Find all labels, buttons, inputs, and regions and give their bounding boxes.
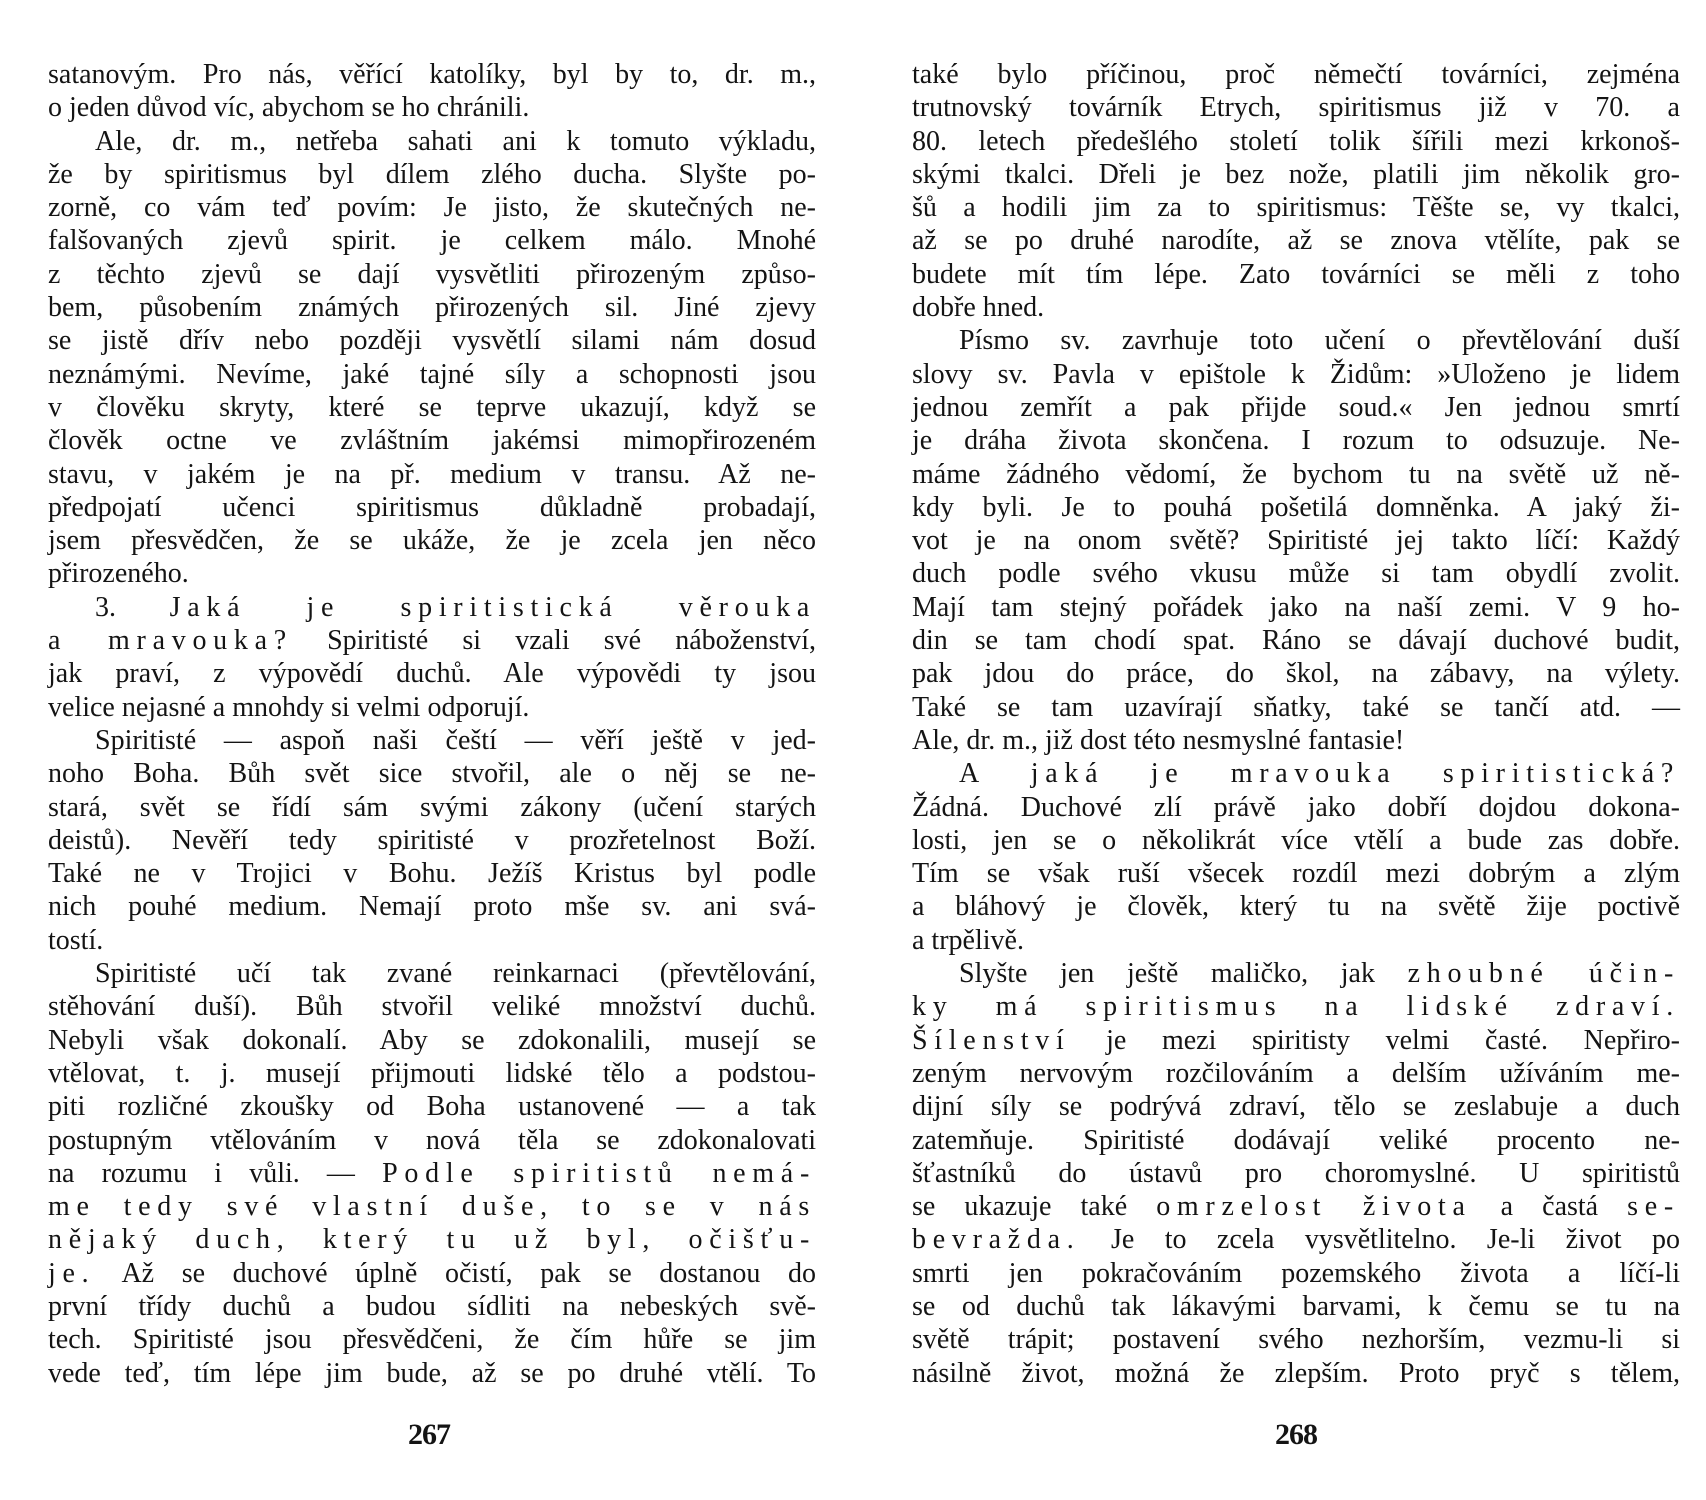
paragraph <box>912 324 1680 757</box>
text-segment: světě trápit; postavení svého nezhorším, vezmu-li si <box>912 1324 1680 1356</box>
paragraph <box>912 757 1680 957</box>
text-segment: dobře hned. <box>912 292 1045 324</box>
text-line <box>912 890 1680 923</box>
text-segment: slovy sv. Pavla v epištole k Židům: »Uloženo je lidem <box>912 358 1680 390</box>
text-segment: Také se tam uzavírají sňatky, také se tančí atd. — <box>912 691 1680 723</box>
text-segment: pak jdou do práce, do škol, na zábavy, na výlety. <box>912 658 1680 690</box>
text-line <box>48 557 816 590</box>
text-segment: kdy byli. Je to pouhá pošetilá domněnka. A jaký ži- <box>912 491 1680 523</box>
text-line <box>48 957 816 990</box>
text-line <box>48 1190 816 1223</box>
text-segment: dijní síly se podrývá zdraví, tělo se zeslabuje a duch <box>912 1091 1680 1123</box>
text-segment: a bláhový je člověk, který tu na světě žije poctivě <box>912 891 1680 923</box>
text-segment: šů a hodili jim za to spiritismus: Těšte se, vy tkalci, <box>912 192 1680 224</box>
paragraph <box>48 58 816 125</box>
text-segment: vede teď, tím lépe jim bude, až se po druhé vtělí. To <box>48 1357 816 1389</box>
text-line <box>48 924 816 957</box>
text-line <box>912 591 1680 624</box>
text-line <box>912 757 1680 790</box>
text-segment: nich pouhé medium. Nemají proto mše sv. ani svá- <box>48 891 816 923</box>
text-line <box>912 1057 1680 1090</box>
text-line <box>48 890 816 923</box>
text-line <box>48 58 816 91</box>
text-line <box>48 1124 816 1157</box>
text-segment: postupným vtělováním v nová těla se zdokonalovati <box>48 1124 816 1156</box>
text-line <box>912 424 1680 457</box>
text-line <box>48 524 816 557</box>
text-line <box>48 857 816 890</box>
text-line <box>48 125 816 158</box>
text-line <box>912 691 1680 724</box>
spaced-emphasis-text: omrzelost života <box>1156 1191 1472 1223</box>
text-segment: Mají tam stejný pořádek jako na naší zemi. V 9 ho- <box>912 591 1680 623</box>
text-line <box>48 391 816 424</box>
spaced-emphasis-text: me tedy své vlastní duše, to se v nás <box>48 1191 816 1223</box>
text-line <box>912 924 1680 957</box>
text-segment: noho Boha. Bůh svět sice stvořil, ale o něj se ne- <box>48 758 816 790</box>
text-line <box>912 291 1680 324</box>
text-line <box>48 224 816 257</box>
text-segment: bem, působením známých přirozených sil. Jiné zjevy <box>48 292 816 324</box>
text-line <box>48 624 816 657</box>
text-line <box>48 1357 816 1390</box>
text-segment: budete mít tím lépe. Zato továrníci se měli z toho <box>912 258 1680 290</box>
text-line <box>912 1323 1680 1356</box>
spaced-emphasis-text: a mravouka? <box>48 625 293 657</box>
text-line <box>48 1290 816 1323</box>
text-line <box>912 957 1680 990</box>
text-segment: trutnovský továrník Etrych, spiritismus již v 70. a <box>912 92 1680 124</box>
text-segment: předpojatí učenci spiritismus důkladně probadají, <box>48 491 816 523</box>
paragraph <box>48 591 816 724</box>
text-segment: Spiritisté učí tak zvané reinkarnaci (převtělování, <box>95 958 816 990</box>
text-segment: Spiritisté si vzali své náboženství, <box>292 625 816 657</box>
text-segment: din se tam chodí spat. Ráno se dávají duchové budit, <box>912 625 1680 657</box>
text-line <box>48 591 816 624</box>
text-line <box>912 1357 1680 1390</box>
text-segment: první třídy duchů a budou sídliti na nebeských svě- <box>48 1290 816 1322</box>
text-line <box>48 1024 816 1057</box>
text-line <box>48 990 816 1023</box>
text-line <box>912 324 1680 357</box>
text-line <box>912 91 1680 124</box>
text-segment: jednou zemřít a pak přijde soud.« Jen jednou smrtí <box>912 391 1680 423</box>
text-line <box>48 1157 816 1190</box>
text-line <box>48 1257 816 1290</box>
page-267-text <box>48 58 816 1390</box>
spaced-emphasis-text: bevražda. <box>912 1224 1081 1256</box>
text-segment: Až se duchové úplně očistí, pak se dostanou do <box>95 1257 816 1289</box>
text-segment: Žádná. Duchové zlí právě jako dobří dojdou dokona- <box>912 791 1680 823</box>
text-segment: na rozumu i vůli. — <box>48 1157 383 1189</box>
text-line <box>912 58 1680 91</box>
text-segment: Je to zcela vysvětlitelno. Je-li život po <box>1080 1224 1680 1256</box>
page-268-text <box>912 58 1680 1390</box>
text-segment: 80. letech předešlého století tolik šířili mezi krkonoš- <box>912 125 1680 157</box>
text-line <box>912 1223 1680 1256</box>
text-line <box>48 424 816 457</box>
spaced-emphasis-text: A jaká je mravouka spiritistická? <box>959 758 1680 790</box>
text-segment: 3. <box>95 591 170 623</box>
text-line <box>48 824 816 857</box>
text-line <box>912 158 1680 191</box>
paragraph <box>48 125 816 591</box>
text-segment: člověk octne ve zvláštním jakémsi mimopřirozeném <box>48 425 816 457</box>
text-line <box>912 1190 1680 1223</box>
text-line <box>912 624 1680 657</box>
text-line <box>912 358 1680 391</box>
text-segment: Spiritisté — aspoň naši čeští — věří ještě v jed- <box>95 724 816 756</box>
spaced-emphasis-text: Podle spiritistů nemá- <box>382 1157 817 1189</box>
text-line <box>912 990 1680 1023</box>
text-segment: falšovaných zjevů spirit. je celkem málo. Mnohé <box>48 225 816 257</box>
text-line <box>48 724 816 757</box>
text-segment: je mezi spiritisty velmi časté. Nepřiro- <box>1070 1024 1680 1056</box>
text-segment: až se po druhé narodíte, až se znova vtělíte, pak se <box>912 225 1680 257</box>
text-segment: násilně život, možná že zlepším. Proto pryč s tělem, <box>912 1357 1680 1389</box>
text-line <box>912 724 1680 757</box>
text-segment: losti, jen se o několikrát více vtělí a bude zas dobře. <box>912 824 1680 856</box>
spaced-emphasis-text: ky má spiritismus na lidské zdraví. <box>912 991 1680 1023</box>
text-segment: také bylo příčinou, proč němečtí továrníci, zejména <box>912 59 1680 90</box>
text-line <box>48 657 816 690</box>
text-line <box>912 1257 1680 1290</box>
text-segment: se od duchů tak lákavými barvami, k čemu se tu na <box>912 1290 1680 1322</box>
text-segment: deistů). Nevěří tedy spiritisté v prozřetelnost Boží. <box>48 824 816 856</box>
text-line <box>48 291 816 324</box>
text-line <box>48 324 816 357</box>
text-line <box>48 1223 816 1256</box>
text-segment: tostí. <box>48 924 104 956</box>
text-line <box>912 1024 1680 1057</box>
text-segment: a trpělivě. <box>912 924 1024 956</box>
text-segment: a častá <box>1471 1191 1628 1223</box>
text-segment: jsem přesvědčen, že se ukáže, že je zcela jen něco <box>48 525 816 557</box>
text-line <box>48 791 816 824</box>
text-segment: stěhování duší). Bůh stvořil veliké množství duchů. <box>48 991 816 1023</box>
text-segment: že by spiritismus byl dílem zlého ducha. Slyšte po- <box>48 158 816 190</box>
text-line <box>48 1090 816 1123</box>
text-line <box>912 191 1680 224</box>
text-segment: jak praví, z výpovědí duchů. Ale výpovědi ty jsou <box>48 658 816 690</box>
paragraph <box>912 957 1680 1390</box>
text-line <box>48 458 816 491</box>
text-line <box>912 458 1680 491</box>
text-segment: máme žádného vědomí, že bychom tu na světě už ně- <box>912 458 1680 490</box>
text-segment: z těchto zjevů se dají vysvětliti přirozeným způso- <box>48 258 816 290</box>
text-segment: zatemňuje. Spiritisté dodávají veliké procento ne- <box>912 1124 1680 1156</box>
text-line <box>912 657 1680 690</box>
text-line <box>48 258 816 291</box>
spaced-emphasis-text: Jaká je spiritistická věrouka <box>169 591 817 623</box>
text-segment: satanovým. Pro nás, věřící katolíky, byl by to, dr. m., <box>48 59 816 90</box>
text-segment: se jistě dřív nebo později vysvětlí silami nám dosud <box>48 325 816 357</box>
text-segment: velice nejasné a mnohdy si velmi odporují. <box>48 691 530 723</box>
text-line <box>912 1290 1680 1323</box>
text-line <box>48 358 816 391</box>
spaced-emphasis-text: je. <box>48 1257 96 1289</box>
text-segment: smrti jen pokračováním pozemského života a líčí-li <box>912 1257 1680 1289</box>
text-segment: přirozeného. <box>48 558 189 590</box>
spaced-emphasis-text: se- <box>1627 1191 1680 1223</box>
text-line <box>912 258 1680 291</box>
text-segment: šťastníků do ústavů pro choromyslné. U spiritistů <box>912 1157 1680 1189</box>
paragraph <box>48 957 816 1390</box>
text-line <box>48 191 816 224</box>
text-segment: duch podle svého vkusu může si tam obydlí zvolit. <box>912 558 1680 590</box>
text-segment: piti rozličné zkoušky od Boha ustanovené — a tak <box>48 1091 816 1123</box>
text-line <box>48 691 816 724</box>
text-line <box>912 857 1680 890</box>
text-segment: Také ne v Trojici v Bohu. Ježíš Kristus byl podle <box>48 858 816 890</box>
text-line <box>912 224 1680 257</box>
text-segment: stavu, v jakém je na př. medium v transu. Až ne- <box>48 458 816 490</box>
text-segment: stará, svět se řídí sám svými zákony (učení starých <box>48 791 816 823</box>
text-line <box>912 1090 1680 1123</box>
page-number-left: 267 <box>408 1418 450 1451</box>
text-segment: Nebyli však dokonalí. Aby se zdokonalili, musejí se <box>48 1024 816 1056</box>
text-line <box>912 557 1680 590</box>
text-line <box>48 1323 816 1356</box>
text-segment: Písmo sv. zavrhuje toto učení o převtělování duší <box>959 325 1680 357</box>
spaced-emphasis-text: Šílenství <box>912 1024 1071 1056</box>
text-segment: vot je na onom světě? Spiritisté jej takto líčí: Každý <box>912 525 1680 557</box>
text-line <box>912 524 1680 557</box>
text-line <box>48 91 816 124</box>
text-segment: skými tkalci. Dřeli je bez nože, platili jim několik gro- <box>912 158 1680 190</box>
spaced-emphasis-text: nějaký duch, který tu už byl, očišťu- <box>48 1224 816 1256</box>
text-line <box>48 1057 816 1090</box>
text-segment: zeným nervovým rozčilováním a delším užíváním me- <box>912 1057 1680 1089</box>
text-line <box>912 1124 1680 1157</box>
text-segment: Tím se však ruší všecek rozdíl mezi dobrým a zlým <box>912 858 1680 890</box>
text-line <box>912 824 1680 857</box>
text-segment: neznámými. Nevíme, jaké tajné síly a schopnosti jsou <box>48 358 816 390</box>
text-line <box>48 491 816 524</box>
paragraph <box>912 58 1680 324</box>
text-line <box>912 491 1680 524</box>
page-number-right: 268 <box>1275 1418 1317 1451</box>
text-segment: Ale, dr. m., již dost této nesmyslné fantasie! <box>912 724 1405 756</box>
text-segment: vtělovat, t. j. musejí přijmouti lidské tělo a podstou- <box>48 1057 816 1089</box>
text-segment: zorně, co vám teď povím: Je jisto, že skutečných ne- <box>48 192 816 224</box>
text-line <box>912 791 1680 824</box>
text-segment: se ukazuje také <box>912 1191 1157 1223</box>
text-segment: je dráha života skončena. I rozum to odsuzuje. Ne- <box>912 425 1680 457</box>
text-line <box>912 1157 1680 1190</box>
text-segment: o jeden důvod víc, abychom se ho chránili. <box>48 92 530 124</box>
text-line <box>912 125 1680 158</box>
text-line <box>48 757 816 790</box>
text-line <box>912 391 1680 424</box>
paragraph <box>48 724 816 957</box>
text-line <box>48 158 816 191</box>
text-segment: v člověku skryty, které se teprve ukazují, když se <box>48 391 816 423</box>
spaced-emphasis-text: zhoubné účin- <box>1407 958 1681 990</box>
text-segment: Slyšte jen ještě maličko, jak <box>959 958 1408 990</box>
text-segment: Ale, dr. m., netřeba sahati ani k tomuto výkladu, <box>95 125 816 157</box>
text-segment: tech. Spiritisté jsou přesvědčeni, že čím hůře se jim <box>48 1324 816 1356</box>
